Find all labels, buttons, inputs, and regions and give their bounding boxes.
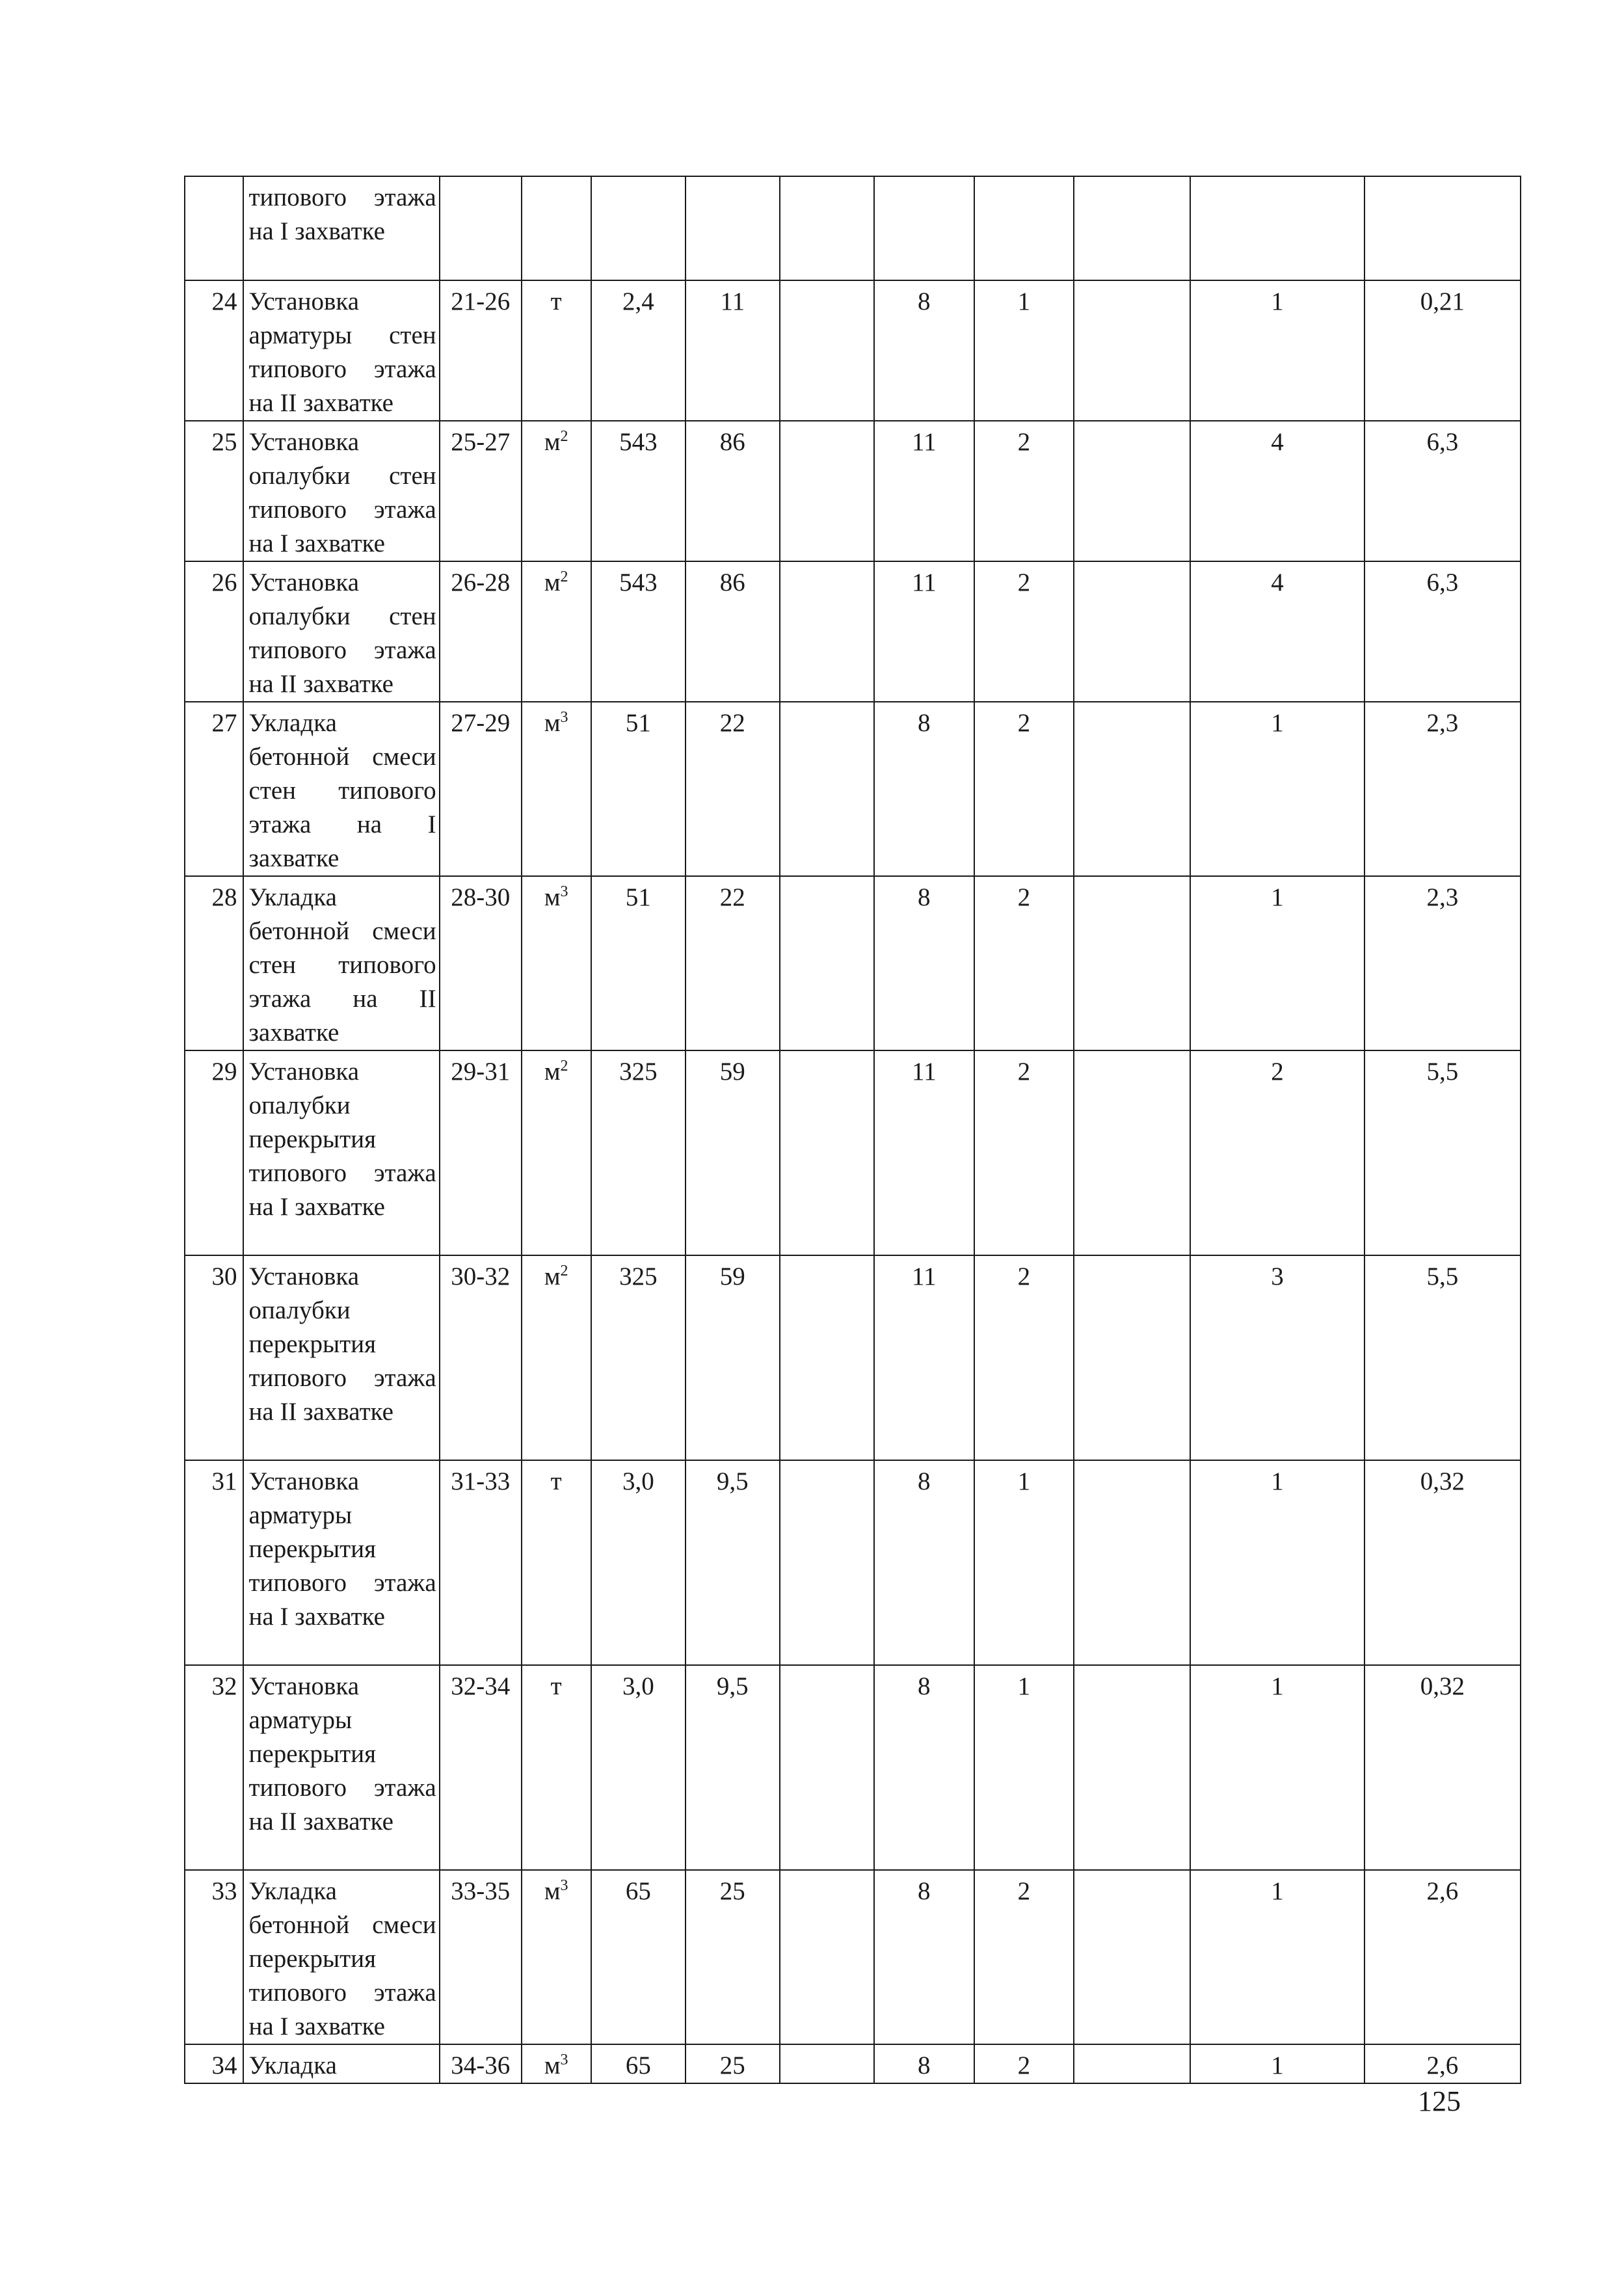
work-name-cell: Установка опалубки стен типового этажа на I захватке bbox=[243, 421, 440, 561]
unit-cell bbox=[522, 2044, 591, 2083]
column-10-cell: 1 bbox=[1190, 1665, 1364, 1870]
empty-cell bbox=[780, 421, 874, 561]
unit-exponent: 2 bbox=[560, 1262, 568, 1279]
row-number-cell: 34 bbox=[185, 2044, 243, 2083]
column-11-cell: 2,3 bbox=[1364, 702, 1521, 876]
empty-cell bbox=[1074, 1665, 1190, 1870]
unit-text: т bbox=[550, 287, 562, 315]
labor-cell: 25 bbox=[686, 1870, 779, 2044]
column-8-cell: 2 bbox=[974, 1870, 1074, 2044]
code-cell bbox=[440, 176, 522, 280]
work-schedule-table bbox=[184, 176, 1521, 2084]
unit-text: м bbox=[544, 1058, 561, 1086]
labor-cell: 22 bbox=[686, 876, 779, 1050]
empty-cell bbox=[1074, 421, 1190, 561]
column-7-cell: 11 bbox=[874, 561, 974, 702]
work-name-cell: Укладка bbox=[243, 2044, 440, 2083]
column-7-cell: 8 bbox=[874, 2044, 974, 2083]
quantity-cell: 543 bbox=[591, 561, 686, 702]
column-11-cell: 5,5 bbox=[1364, 1050, 1521, 1255]
unit-cell bbox=[522, 1665, 591, 1870]
column-7-cell bbox=[874, 176, 974, 280]
quantity-cell: 325 bbox=[591, 1255, 686, 1460]
work-name-cell: типового этажа на I захватке bbox=[243, 176, 440, 280]
empty-cell bbox=[1074, 702, 1190, 876]
quantity-cell: 3,0 bbox=[591, 1460, 686, 1665]
table-row bbox=[185, 1460, 1521, 1665]
table-row bbox=[185, 2044, 1521, 2083]
unit-text: м bbox=[544, 1877, 561, 1905]
column-10-cell: 4 bbox=[1190, 561, 1364, 702]
column-8-cell: 2 bbox=[974, 2044, 1074, 2083]
table-row bbox=[185, 876, 1521, 1050]
quantity-cell: 65 bbox=[591, 1870, 686, 2044]
empty-cell bbox=[780, 1460, 874, 1665]
empty-cell bbox=[780, 1870, 874, 2044]
empty-cell bbox=[780, 702, 874, 876]
column-11-cell: 6,3 bbox=[1364, 421, 1521, 561]
column-8-cell: 2 bbox=[974, 1050, 1074, 1255]
empty-cell bbox=[1074, 280, 1190, 421]
code-cell: 29-31 bbox=[440, 1050, 522, 1255]
column-8-cell: 1 bbox=[974, 280, 1074, 421]
code-cell: 33-35 bbox=[440, 1870, 522, 2044]
labor-cell: 86 bbox=[686, 561, 779, 702]
empty-cell bbox=[1074, 1050, 1190, 1255]
column-8-cell: 2 bbox=[974, 421, 1074, 561]
column-11-cell: 0,21 bbox=[1364, 280, 1521, 421]
empty-cell bbox=[780, 176, 874, 280]
unit-cell bbox=[522, 1870, 591, 2044]
column-8-cell: 2 bbox=[974, 561, 1074, 702]
empty-cell bbox=[780, 1665, 874, 1870]
column-10-cell: 1 bbox=[1190, 280, 1364, 421]
unit-exponent: 2 bbox=[560, 568, 568, 585]
table-row bbox=[185, 176, 1521, 280]
column-8-cell: 2 bbox=[974, 702, 1074, 876]
column-7-cell: 8 bbox=[874, 1665, 974, 1870]
labor-cell bbox=[686, 176, 779, 280]
empty-cell bbox=[780, 561, 874, 702]
column-11-cell bbox=[1364, 176, 1521, 280]
work-name-cell: Укладка бетонной смеси стен типового этажа на II захватке bbox=[243, 876, 440, 1050]
unit-text: м bbox=[544, 883, 561, 911]
labor-cell: 25 bbox=[686, 2044, 779, 2083]
code-cell: 25-27 bbox=[440, 421, 522, 561]
work-name-cell: Укладка бетонной смеси перекрытия типового этажа на I захватке bbox=[243, 1870, 440, 2044]
table-row bbox=[185, 702, 1521, 876]
unit-cell bbox=[522, 1050, 591, 1255]
unit-text: м bbox=[544, 1262, 561, 1290]
column-10-cell: 3 bbox=[1190, 1255, 1364, 1460]
empty-cell bbox=[1074, 1460, 1190, 1665]
unit-cell bbox=[522, 421, 591, 561]
column-7-cell: 11 bbox=[874, 1050, 974, 1255]
table-row bbox=[185, 280, 1521, 421]
labor-cell: 9,5 bbox=[686, 1460, 779, 1665]
labor-cell: 59 bbox=[686, 1050, 779, 1255]
code-cell: 34-36 bbox=[440, 2044, 522, 2083]
unit-text: т bbox=[550, 1672, 562, 1700]
code-cell: 32-34 bbox=[440, 1665, 522, 1870]
row-number-cell: 31 bbox=[185, 1460, 243, 1665]
unit-exponent: 3 bbox=[560, 2051, 568, 2068]
column-7-cell: 8 bbox=[874, 876, 974, 1050]
unit-exponent: 2 bbox=[560, 428, 568, 445]
labor-cell: 59 bbox=[686, 1255, 779, 1460]
column-11-cell: 6,3 bbox=[1364, 561, 1521, 702]
column-11-cell: 0,32 bbox=[1364, 1460, 1521, 1665]
quantity-cell: 543 bbox=[591, 421, 686, 561]
row-number-cell: 32 bbox=[185, 1665, 243, 1870]
row-number-cell: 25 bbox=[185, 421, 243, 561]
table-row bbox=[185, 1870, 1521, 2044]
unit-cell bbox=[522, 176, 591, 280]
quantity-cell: 51 bbox=[591, 876, 686, 1050]
labor-cell: 86 bbox=[686, 421, 779, 561]
column-7-cell: 8 bbox=[874, 1870, 974, 2044]
unit-cell bbox=[522, 1460, 591, 1665]
empty-cell bbox=[1074, 2044, 1190, 2083]
row-number-cell: 29 bbox=[185, 1050, 243, 1255]
empty-cell bbox=[780, 876, 874, 1050]
labor-cell: 9,5 bbox=[686, 1665, 779, 1870]
work-name-cell: Укладка бетонной смеси стен типового этажа на I захватке bbox=[243, 702, 440, 876]
column-7-cell: 11 bbox=[874, 1255, 974, 1460]
row-number-cell: 33 bbox=[185, 1870, 243, 2044]
column-11-cell: 2,6 bbox=[1364, 2044, 1521, 2083]
quantity-cell: 2,4 bbox=[591, 280, 686, 421]
column-8-cell: 1 bbox=[974, 1665, 1074, 1870]
quantity-cell: 51 bbox=[591, 702, 686, 876]
column-8-cell bbox=[974, 176, 1074, 280]
code-cell: 31-33 bbox=[440, 1460, 522, 1665]
code-cell: 26-28 bbox=[440, 561, 522, 702]
column-7-cell: 11 bbox=[874, 421, 974, 561]
column-8-cell: 2 bbox=[974, 876, 1074, 1050]
column-7-cell: 8 bbox=[874, 702, 974, 876]
column-7-cell: 8 bbox=[874, 280, 974, 421]
quantity-cell bbox=[591, 176, 686, 280]
column-10-cell: 1 bbox=[1190, 876, 1364, 1050]
empty-cell bbox=[780, 1050, 874, 1255]
quantity-cell: 65 bbox=[591, 2044, 686, 2083]
quantity-cell: 3,0 bbox=[591, 1665, 686, 1870]
work-name-cell: Установка арматуры стен типового этажа на II захватке bbox=[243, 280, 440, 421]
column-10-cell: 2 bbox=[1190, 1050, 1364, 1255]
labor-cell: 22 bbox=[686, 702, 779, 876]
work-name-cell: Установка арматуры перекрытия типового этажа на II захватке bbox=[243, 1665, 440, 1870]
table-row bbox=[185, 1050, 1521, 1255]
work-name-cell: Установка опалубки стен типового этажа на II захватке bbox=[243, 561, 440, 702]
table-row bbox=[185, 1255, 1521, 1460]
column-10-cell: 1 bbox=[1190, 1460, 1364, 1665]
work-name-cell: Установка опалубки перекрытия типового этажа на I захватке bbox=[243, 1050, 440, 1255]
empty-cell bbox=[1074, 176, 1190, 280]
unit-text: м bbox=[544, 2051, 561, 2079]
unit-cell bbox=[522, 876, 591, 1050]
column-11-cell: 0,32 bbox=[1364, 1665, 1521, 1870]
column-10-cell: 4 bbox=[1190, 421, 1364, 561]
empty-cell bbox=[1074, 1255, 1190, 1460]
code-cell: 21-26 bbox=[440, 280, 522, 421]
unit-cell bbox=[522, 702, 591, 876]
table-row bbox=[185, 421, 1521, 561]
unit-exponent: 3 bbox=[560, 709, 568, 726]
code-cell: 27-29 bbox=[440, 702, 522, 876]
column-11-cell: 2,3 bbox=[1364, 876, 1521, 1050]
column-10-cell: 1 bbox=[1190, 2044, 1364, 2083]
column-11-cell: 5,5 bbox=[1364, 1255, 1521, 1460]
empty-cell bbox=[780, 2044, 874, 2083]
unit-exponent: 2 bbox=[560, 1058, 568, 1075]
page-number: 125 bbox=[1418, 2085, 1461, 2117]
code-cell: 28-30 bbox=[440, 876, 522, 1050]
table-row bbox=[185, 561, 1521, 702]
row-number-cell: 30 bbox=[185, 1255, 243, 1460]
unit-exponent: 3 bbox=[560, 883, 568, 900]
row-number-cell: 26 bbox=[185, 561, 243, 702]
unit-cell bbox=[522, 1255, 591, 1460]
column-7-cell: 8 bbox=[874, 1460, 974, 1665]
row-number-cell: 27 bbox=[185, 702, 243, 876]
empty-cell bbox=[780, 1255, 874, 1460]
row-number-cell bbox=[185, 176, 243, 280]
empty-cell bbox=[780, 280, 874, 421]
column-10-cell: 1 bbox=[1190, 1870, 1364, 2044]
column-10-cell: 1 bbox=[1190, 702, 1364, 876]
table-body bbox=[185, 176, 1521, 2083]
unit-text: м bbox=[544, 568, 561, 596]
unit-cell bbox=[522, 561, 591, 702]
work-name-cell: Установка опалубки перекрытия типового этажа на II захватке bbox=[243, 1255, 440, 1460]
empty-cell bbox=[1074, 876, 1190, 1050]
empty-cell bbox=[1074, 561, 1190, 702]
column-10-cell bbox=[1190, 176, 1364, 280]
column-11-cell: 2,6 bbox=[1364, 1870, 1521, 2044]
unit-text: м bbox=[544, 428, 561, 456]
unit-exponent: 3 bbox=[560, 1877, 568, 1894]
unit-text: т bbox=[550, 1467, 562, 1495]
table-row bbox=[185, 1665, 1521, 1870]
unit-cell bbox=[522, 280, 591, 421]
work-name-cell: Установка арматуры перекрытия типового этажа на I захватке bbox=[243, 1460, 440, 1665]
row-number-cell: 24 bbox=[185, 280, 243, 421]
row-number-cell: 28 bbox=[185, 876, 243, 1050]
empty-cell bbox=[1074, 1870, 1190, 2044]
labor-cell: 11 bbox=[686, 280, 779, 421]
column-8-cell: 1 bbox=[974, 1460, 1074, 1665]
quantity-cell: 325 bbox=[591, 1050, 686, 1255]
unit-text: м bbox=[544, 709, 561, 737]
code-cell: 30-32 bbox=[440, 1255, 522, 1460]
column-8-cell: 2 bbox=[974, 1255, 1074, 1460]
